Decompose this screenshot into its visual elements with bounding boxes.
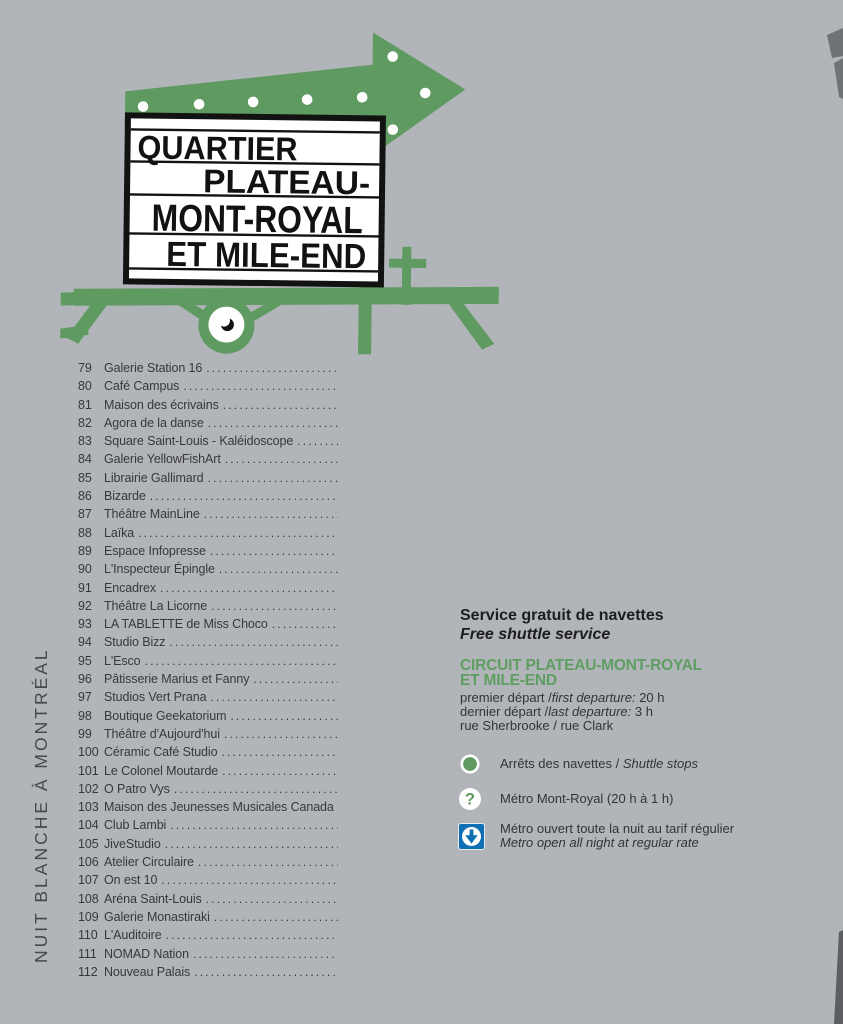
venue-number: 99 [78, 726, 92, 741]
dotted-leader [211, 597, 338, 615]
dotted-leader [150, 487, 338, 505]
venue-number: 84 [78, 452, 92, 467]
dotted-leader [166, 926, 338, 944]
venue-list-item [78, 762, 340, 780]
venue-number: 112 [78, 964, 98, 979]
venue-name: Square Saint-Louis - Kaléidoscope [104, 434, 294, 449]
venue-number: 82 [78, 415, 92, 430]
venue-number: 83 [78, 434, 92, 449]
venue-list-item [78, 926, 340, 944]
dotted-leader [183, 377, 338, 395]
venue-list-item [78, 487, 340, 505]
circuit-heading [460, 659, 740, 688]
venue-list-item [78, 396, 340, 414]
venue-name: Club Lambi [104, 818, 167, 833]
shuttle-stop-dot-icon [458, 752, 486, 776]
venue-name: JiveStudio [104, 836, 161, 851]
venue-list-item [78, 524, 340, 542]
venue-number: 109 [78, 909, 99, 924]
venue-name: L'Esco [104, 653, 141, 668]
venue-list-item [78, 469, 340, 487]
venue-name: Laïka [104, 525, 135, 540]
venue-name: Maison des écrivains [104, 397, 219, 412]
venue-name: On est 10 [104, 873, 158, 888]
venue-list-item [78, 780, 340, 798]
dotted-leader [214, 908, 338, 926]
venue-name: NOMAD Nation [104, 946, 189, 961]
venue-list-item [78, 579, 340, 597]
dotted-leader [160, 579, 338, 597]
dotted-leader [230, 707, 338, 725]
venue-list-item [78, 615, 340, 633]
dotted-leader [174, 780, 338, 798]
venue-name: Atelier Circulaire [104, 855, 194, 870]
marquee-line-2: PLATEAU- [202, 162, 368, 202]
venue-list-item [78, 377, 340, 395]
circuit-heading-line2: ET MILE-END [460, 671, 557, 689]
venue-name: Aréna Saint-Louis [104, 891, 202, 906]
dotted-leader [206, 890, 338, 908]
venue-number: 88 [78, 525, 92, 540]
venue-list-item [78, 652, 340, 670]
marquee-line-4: ET MILE-END [166, 234, 391, 277]
venue-number: 101 [78, 763, 99, 778]
first-departure: premier départ /first departure: 20 h [460, 690, 665, 705]
dotted-leader [272, 615, 338, 633]
venue-number: 96 [78, 672, 92, 687]
venue-list-item [78, 450, 340, 468]
venue-number: 108 [78, 891, 99, 906]
venue-list-item [78, 835, 340, 853]
dotted-leader [210, 688, 338, 706]
venue-list-item [78, 945, 340, 963]
dotted-leader [210, 542, 338, 560]
venue-name: Studios Vert Prana [104, 690, 207, 705]
venue-name: Studio Bizz [104, 635, 166, 650]
venue-list-item [78, 414, 340, 432]
venue-number: 102 [78, 781, 99, 796]
venue-name: O Patro Vys [104, 781, 170, 796]
venue-list-item [78, 816, 340, 834]
shuttle-title-en: Free shuttle service [460, 626, 611, 643]
venue-number: 100 [78, 745, 99, 760]
venue-number: 97 [78, 690, 92, 705]
venue-name: Galerie YellowFishArt [104, 452, 221, 467]
venue-name: Espace Infopresse [104, 543, 206, 558]
venue-name: Galerie Station 16 [104, 361, 203, 375]
dotted-leader [221, 743, 338, 761]
venue-number: 89 [78, 543, 92, 558]
marquee-line-1: QUARTIER [137, 128, 311, 168]
venue-number: 87 [78, 507, 92, 522]
venue-number: 105 [78, 836, 99, 851]
venue-number: 85 [78, 470, 92, 485]
venue-list-item [78, 597, 340, 615]
venue-number: 93 [78, 617, 92, 632]
venue-list-item [78, 743, 340, 761]
marquee-sign-graphic [60, 25, 505, 360]
venue-name: Café Campus [104, 379, 180, 394]
venue-name: Le Colonel Moutarde [104, 763, 219, 778]
venue-number: 92 [78, 598, 92, 613]
venue-name: Nouveau Palais [104, 964, 191, 979]
venue-list-item [78, 505, 340, 523]
dotted-leader [194, 963, 338, 981]
dotted-leader [219, 560, 338, 578]
dotted-leader [225, 450, 338, 468]
dotted-leader [208, 414, 338, 432]
dotted-leader [223, 396, 338, 414]
dotted-leader [145, 652, 338, 670]
venue-number: 103 [78, 800, 99, 815]
circuit-streets: rue Sherbrooke / rue Clark [460, 718, 614, 734]
dotted-leader [208, 469, 338, 487]
venue-number: 95 [78, 653, 92, 668]
dotted-leader [165, 835, 338, 853]
venue-list-item [78, 670, 340, 688]
venue-name: Bizarde [104, 489, 146, 504]
dotted-leader [169, 633, 338, 651]
last-departure: dernier départ /last departure: 3 h [460, 704, 653, 720]
question-mark-icon [458, 787, 486, 811]
venue-number: 111 [78, 946, 97, 961]
dotted-leader [204, 505, 338, 523]
dotted-leader [198, 853, 338, 871]
legend-label-shuttle-stops: Arrêts des navettes / Shuttle stops [500, 756, 698, 771]
venue-list-item [78, 560, 340, 578]
svg-text:?: ? [464, 789, 476, 809]
venue-name: Théâtre MainLine [104, 507, 200, 522]
venue-number: 107 [78, 873, 99, 888]
venue-number: 91 [78, 580, 92, 595]
map-legend [458, 752, 758, 861]
marquee-board [126, 115, 404, 284]
venue-number: 90 [78, 562, 92, 577]
venue-list-item [78, 890, 340, 908]
venue-list-item [78, 359, 340, 377]
venue-name: LA TABLETTE de Miss Choco [104, 617, 268, 632]
venue-list-item [78, 871, 340, 889]
dotted-leader [224, 725, 338, 743]
venue-name: Encadrex [104, 580, 157, 595]
dotted-leader [193, 945, 338, 963]
venue-list-item [78, 963, 340, 981]
legend-label-metro-open: Métro ouvert toute la nuit au tarif régulier Metro open all night at regular rate [500, 821, 735, 850]
venue-number: 106 [78, 855, 99, 870]
venue-number: 94 [78, 635, 92, 650]
venue-number: 86 [78, 489, 92, 504]
venue-list-item [78, 688, 340, 706]
venue-list-item [78, 633, 340, 651]
circuit-heading-line1: CIRCUIT PLATEAU-MONT-ROYAL [460, 657, 702, 674]
venue-number: 104 [78, 818, 99, 833]
venue-list [78, 359, 340, 981]
departure-info [460, 691, 740, 734]
shuttle-service-block [460, 606, 740, 734]
metro-logo-icon [458, 823, 486, 850]
marquee-line-3: MONT-ROYAL [151, 197, 404, 243]
venue-name: Céramic Café Studio [104, 745, 218, 760]
dotted-leader [138, 524, 338, 542]
dotted-leader [170, 816, 338, 834]
venue-name: Galerie Monastiraki [104, 909, 210, 924]
venue-list-item [78, 853, 340, 871]
venue-number: 81 [78, 397, 92, 412]
venue-list-item [78, 908, 340, 926]
venue-list-item [78, 542, 340, 560]
legend-row-shuttle-stops [458, 752, 758, 776]
venue-number: 110 [78, 928, 98, 943]
legend-label-metro-mont-royal: Métro Mont-Royal (20 h à 1 h) [500, 791, 674, 806]
dotted-leader [206, 359, 338, 377]
venue-name: Boutique Geekatorium [104, 708, 227, 723]
venue-name: Agora de la danse [104, 415, 204, 430]
venue-name: L'Inspecteur Épingle [104, 562, 215, 577]
venue-name: L'Auditoire [104, 928, 162, 943]
dotted-leader [222, 762, 338, 780]
venue-name: Pâtisserie Marius et Fanny [104, 672, 250, 687]
venue-number: 98 [78, 708, 92, 723]
venue-name: Maison des Jeunesses Musicales Canada [104, 800, 334, 815]
vertical-edition-title: NUIT BLANCHE À MONTRÉAL [31, 647, 51, 963]
dotted-leader [161, 871, 338, 889]
venue-list-item [78, 798, 340, 816]
venue-list-item [78, 725, 340, 743]
venue-name: Librairie Gallimard [104, 470, 204, 485]
venue-list-item [78, 707, 340, 725]
dotted-leader [253, 670, 338, 688]
legend-row-metro-mont-royal [458, 787, 758, 811]
dotted-leader [297, 432, 338, 450]
venue-number: 80 [78, 379, 92, 394]
venue-name: Théâtre d'Aujourd'hui [104, 726, 220, 741]
venue-number: 79 [78, 361, 92, 375]
venue-list-item [78, 432, 340, 450]
legend-row-metro-open [458, 822, 758, 850]
venue-name: Théâtre La Licorne [104, 598, 208, 613]
shuttle-title-fr: Service gratuit de navettes [460, 607, 664, 624]
